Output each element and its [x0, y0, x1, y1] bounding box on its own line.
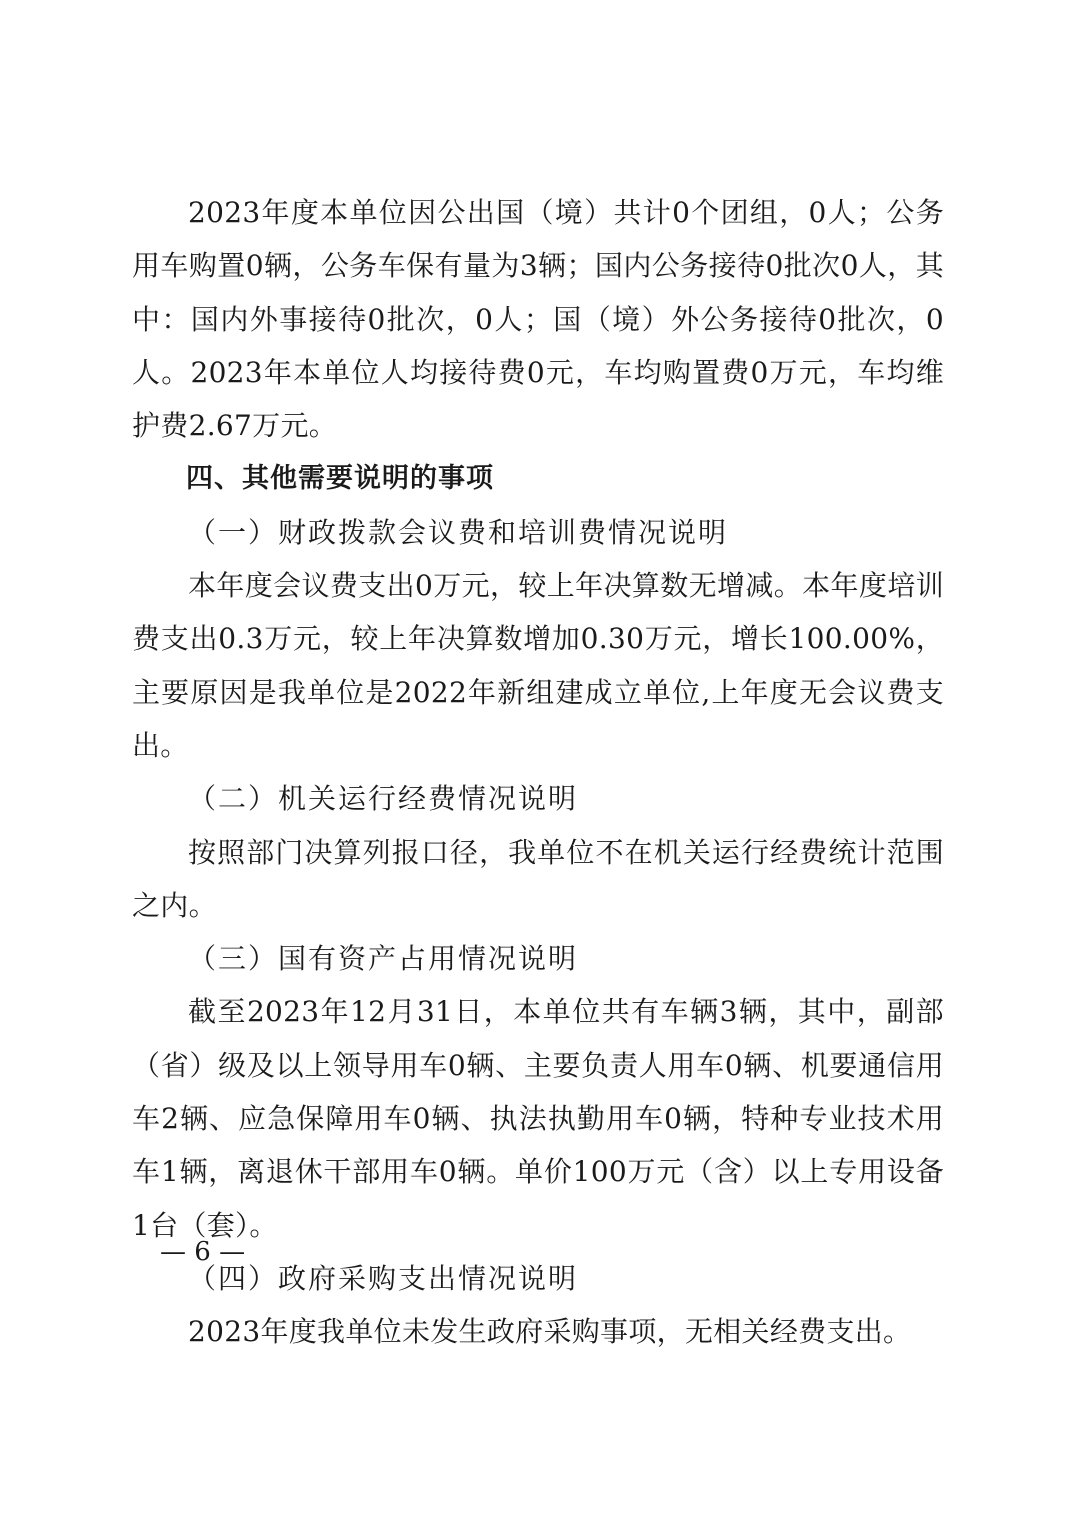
section-heading-other-matters: 四、其他需要说明的事项: [186, 463, 494, 495]
subheading-state-assets: （三）国有资产占用情况说明: [188, 942, 579, 976]
page-number: — 6 —: [160, 1237, 246, 1267]
paragraph-state-assets: 截至2023年12月31日，本单位共有车辆3辆，其中，副部（省）级及以上领导用车0辆、主要负责人用车0辆、机要通信用车2辆、应急保障用车0辆、执法执勤用车0辆，特种专业技术用车1辆，离退休干部用车0辆。单价100万元（含）以上专用设备1台（套）。: [132, 995, 944, 1242]
subheading-government-procurement: （四）政府采购支出情况说明: [188, 1261, 579, 1295]
subheading-operating-expenses: （二）机关运行经费情况说明: [188, 782, 579, 816]
paragraph-operating-expenses: 按照部门决算列报口径，我单位不在机关运行经费统计范围之内。: [132, 835, 944, 922]
document-body: [132, 186, 944, 1359]
paragraph-meeting-training-fees: 本年度会议费支出0万元，较上年决算数无增减。本年度培训费支出0.3万元，较上年决算数增加0.30万元，增长100.00%，主要原因是我单位是2022年新组建成立单位,上年度无会议费支出。: [132, 569, 944, 762]
paragraph-official-travel-vehicles: 2023年度本单位因公出国（境）共计0个团组，0人；公务用车购置0辆，公务车保有量为3辆；国内公务接待0批次0人，其中：国内外事接待0批次，0人；国（境）外公务接待0批次，0人。2023年本单位人均接待费0元，车均购置费0万元，车均维护费2.67万元。: [132, 196, 944, 443]
paragraph-government-procurement: 2023年度我单位未发生政府采购事项，无相关经费支出。: [188, 1315, 912, 1349]
subheading-meeting-training-fees: （一）财政拨款会议费和培训费情况说明: [188, 515, 729, 549]
